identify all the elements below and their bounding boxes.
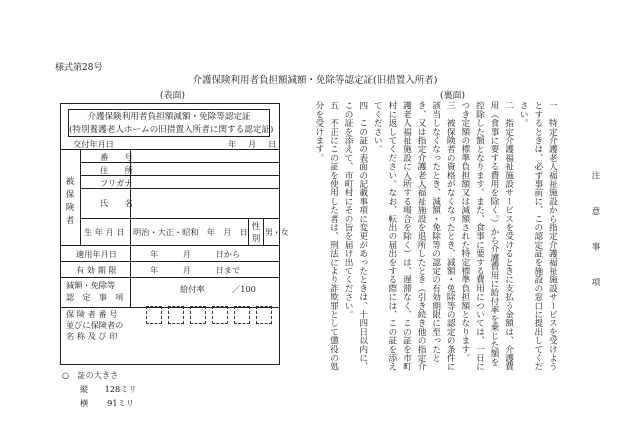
card-title: 介護保険利用者負担額減額・免除等認定証 [87,112,251,122]
notice-item-3: 三 被保険者の資格がなくなったとき、減額・免除等の認定の条件に該当しなくなったとき、減額・免除等の認定の有効期限に至ったとき、又は指定介護老人福祉施設を退所したとき（引き続き他の指定介護老人福祉施設に入所する場合を除く）は、遅滞なく、この証を市町村に返してください。なお、転出の届出をする際には、この証を添えてください。 [372,101,456,371]
validity-label: 有 効 期 限 [76,265,117,275]
validity-value: 年 月 日まで [150,265,241,275]
size-horizontal: 横 91ミリ [80,398,134,408]
address-label: 住 所 [100,165,133,175]
insurer-label-line2: 並びに保険者の [66,320,124,330]
reduction-label-line1: 減額・免除等 [66,280,116,290]
back-side-label: (裏面) [440,91,466,101]
issue-date-label: 交付年月日 [73,139,114,149]
size-heading: ○ 証の大きさ [62,370,119,380]
card-title-box [68,109,274,137]
furigana-label: フリガナ [100,178,133,188]
insurer-label-line1: 保 険 者 番 号 [66,309,118,319]
front-side-label: (表面) [160,91,186,101]
benefit-rate-label: 給付率 [180,284,205,294]
notes-title: 注 意 事 項 [590,171,600,295]
insurer-number-box[interactable] [146,306,162,324]
insurer-label-line3: 名 称 及 び 印 [66,331,118,341]
notice-item-2: 二 指定介護福祉施設サービスを受けるときに支払う金額は、介護費用（食事に要する費用を除く。）から介護費用に給付率を乗じた額を控除した額となります。また、食事に要する費用については、一日につき定額の標準負担額又は減額された特定標準負担額となります。 [459,101,514,371]
reduction-label-line2: 認 定 事 項 [66,292,124,302]
issue-day: 日 [268,139,277,149]
birthdate-value: 明治・大正・昭和 年 月 日 [133,227,248,237]
insurer-number-box[interactable] [256,306,272,324]
issue-year: 年 [228,139,237,149]
birthdate-label: 生 年 月 日 [84,227,125,237]
insurer-number-box[interactable] [212,306,228,324]
name-label: 氏 名 [100,198,133,208]
notice-item-1: 一 特定介護老人福祉施設から指定介護福祉施設サービスを受けようとするときは、必ず事前に、この認定証を施設の窓口に提出してください。 [518,101,558,371]
sex-label: 性 別 [251,221,261,243]
insured-person-label: 被 保 険 者 [65,176,75,225]
insurer-number-box[interactable] [234,306,250,324]
insurer-number-box[interactable] [168,306,184,324]
insurer-number-box[interactable] [190,306,206,324]
notice-item-5: 五 不正にこの証を使用した者は、刑法により詐欺罪として懲役の処分を受けます。 [313,101,339,371]
number-label: 番 号 [100,152,133,162]
document-title: 介護保険利用者負担額減額・免除等認定証(旧措置入所者) [192,75,438,86]
applicable-date-value: 年 月 日から [150,249,241,259]
issue-month: 月 [248,139,257,149]
size-vertical: 縦 128ミリ [80,384,137,394]
applicable-date-label: 適用年月日 [76,249,117,259]
form-number: 様式第28号 [55,63,103,73]
notice-item-4: 四 この証の表面の記載事項に変更があったときは、十四日以内に、この証を添えて、市町村にその旨を届け出てください。 [343,101,368,371]
benefit-rate-value: ／100 [232,284,256,294]
back-side-notes [313,101,602,371]
card-subtitle: (特別養護老人ホームの旧措置入所者に関する認定証) [69,125,274,135]
sex-value: 男・女 [265,228,289,237]
